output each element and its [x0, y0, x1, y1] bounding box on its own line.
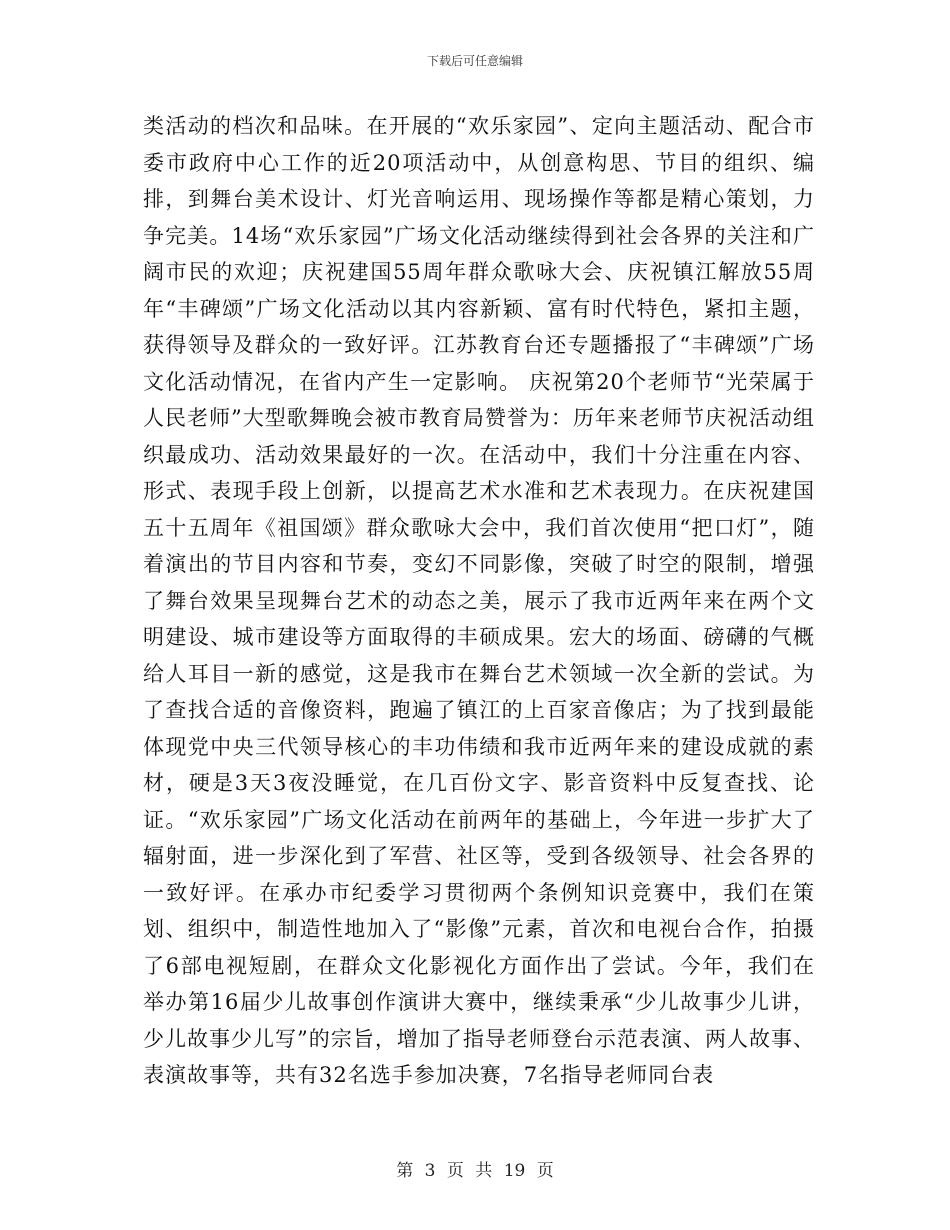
body-paragraph: 类活动的档次和品味。在开展的“欢乐家园”、定向主题活动、配合市委市政府中心工作的近20项活动中，从创意构思、节目的组织、编排，到舞台美术设计、灯光音响运用、现场操作等都是精心策划，力争完美。14场“欢乐家园”广场文化活动继续得到社会各界的关注和广阔市民的欢迎；庆祝建国55周年群众歌咏大会、庆祝镇江解放55周年“丰碑颂”广场文化活动以其内容新颖、富有时代特色，紧扣主题，获得领导及群众的一致好评。江苏教育台还专题播报了“丰碑颂”广场文化活动情况，在省内产生一定影响。 庆祝第20个老师节“光荣属于人民老师”大型歌舞晚会被市教育局赞誉为：历年来老师节庆祝活动组织最成功、活动效果最好的一次。在活动中，我们十分注重在内容、形式、表现手段上创新，以提高艺术水准和艺术表现力。在庆祝建国五十五周年《祖国颂》群众歌咏大会中，我们首次使用“把口灯”，随着演出的节目内容和节奏，变幻不同影像，突破了时空的限制，增强了舞台效果呈现舞台艺术的动态之美，展示了我市近两年来在两个文明建设、城市建设等方面取得的丰硕成果。宏大的场面、磅礴的气概给人耳目一新的感觉，这是我市在舞台艺术领域一次全新的尝试。为了查找合适的音像资料，跑遍了镇江的上百家音像店；为了找到最能体现党中央三代领导核心的丰功伟绩和我市近两年来的建设成就的素材，硬是3天3夜没睡觉，在几百份文字、影音资料中反复查找、论证。“欢乐家园”广场文化活动在前两年的基础上，今年进一步扩大了辐射面，进一步深化到了军营、社区等，受到各级领导、社会各界的一致好评。在承办市纪委学习贯彻两个条例知识竞赛中，我们在策划、组织中，制造性地加入了“影像”元素，首次和电视台合作，拍摄了6部电视短剧，在群众文化影视化方面作出了尝试。今年，我们在举办第16届少儿故事创作演讲大赛中，继续秉承“少儿故事少儿讲，少儿故事少儿写”的宗旨，增加了指导老师登台示范表演、两人故事、表演故事等，共有32名选手参加决赛，7名指导老师同台表 [143, 114, 815, 1087]
page-number-footer: 第 3 页 共 19 页 [396, 1161, 554, 1181]
page-header: 下载后可任意编辑 [426, 54, 523, 68]
